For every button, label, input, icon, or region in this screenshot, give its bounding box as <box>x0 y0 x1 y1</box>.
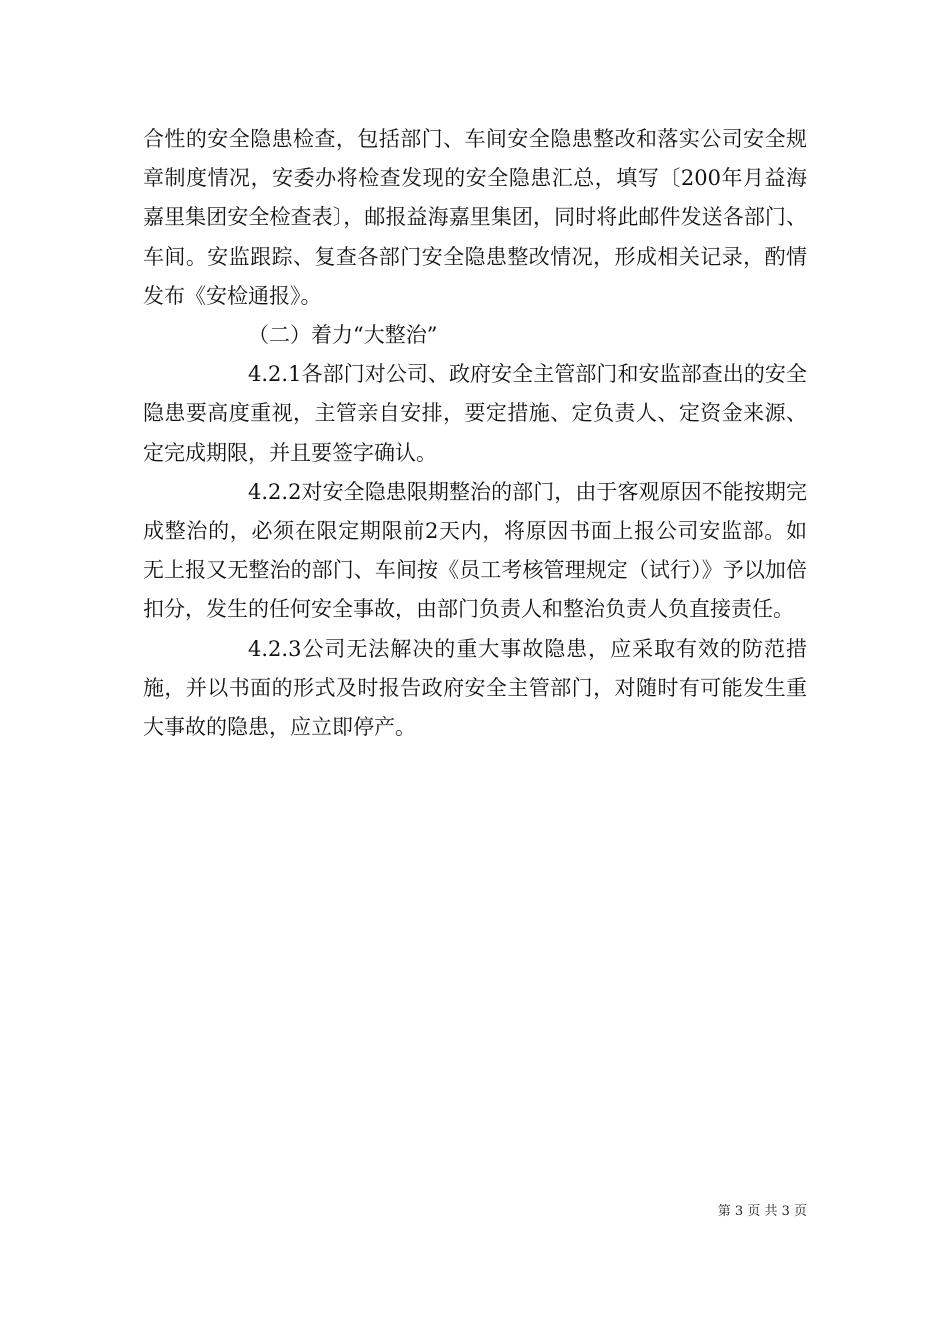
paragraph-4-2-3: 4.2.3公司无法解决的重大事故隐患，应采取有效的防范措施，并以书面的形式及时报告政府安全主管部门，对随时有可能发生重大事故的隐患，应立即停产。 <box>143 636 807 740</box>
paragraph-4-2-1: 4.2.1各部门对公司、政府安全主管部门和安监部查出的安全隐患要高度重视，主管亲自安排，要定措施、定负责人、定资金来源、定完成期限，并且要签字确认。 <box>143 362 807 465</box>
document-body <box>143 120 807 747</box>
paragraph-inspection-summary: 合性的安全隐患检查，包括部门、车间安全隐患整改和落实公司安全规章制度情况，安委办将检查发现的安全隐患汇总，填写〔200年月益海嘉里集团安全检查表〕，邮报益海嘉里集团，同时将此邮件发送各部门、车间。安监跟踪、复查各部门安全隐患整改情况，形成相关记录，酌情发布《安检通报》。 <box>143 127 807 308</box>
paragraph-4-2-2: 4.2.2对安全隐患限期整治的部门，由于客观原因不能按期完成整治的，必须在限定期限前2天内，将原因书面上报公司安监部。如无上报又无整治的部门、车间按《员工考核管理规定（试行）》予以加倍扣分，发生的任何安全事故，由部门负责人和整治负责人负直接责任。 <box>143 479 807 622</box>
section-heading-rectification: （二）着力“大整治” <box>248 323 438 348</box>
page-number-footer: 第 3 页 共 3 页 <box>717 1204 807 1219</box>
